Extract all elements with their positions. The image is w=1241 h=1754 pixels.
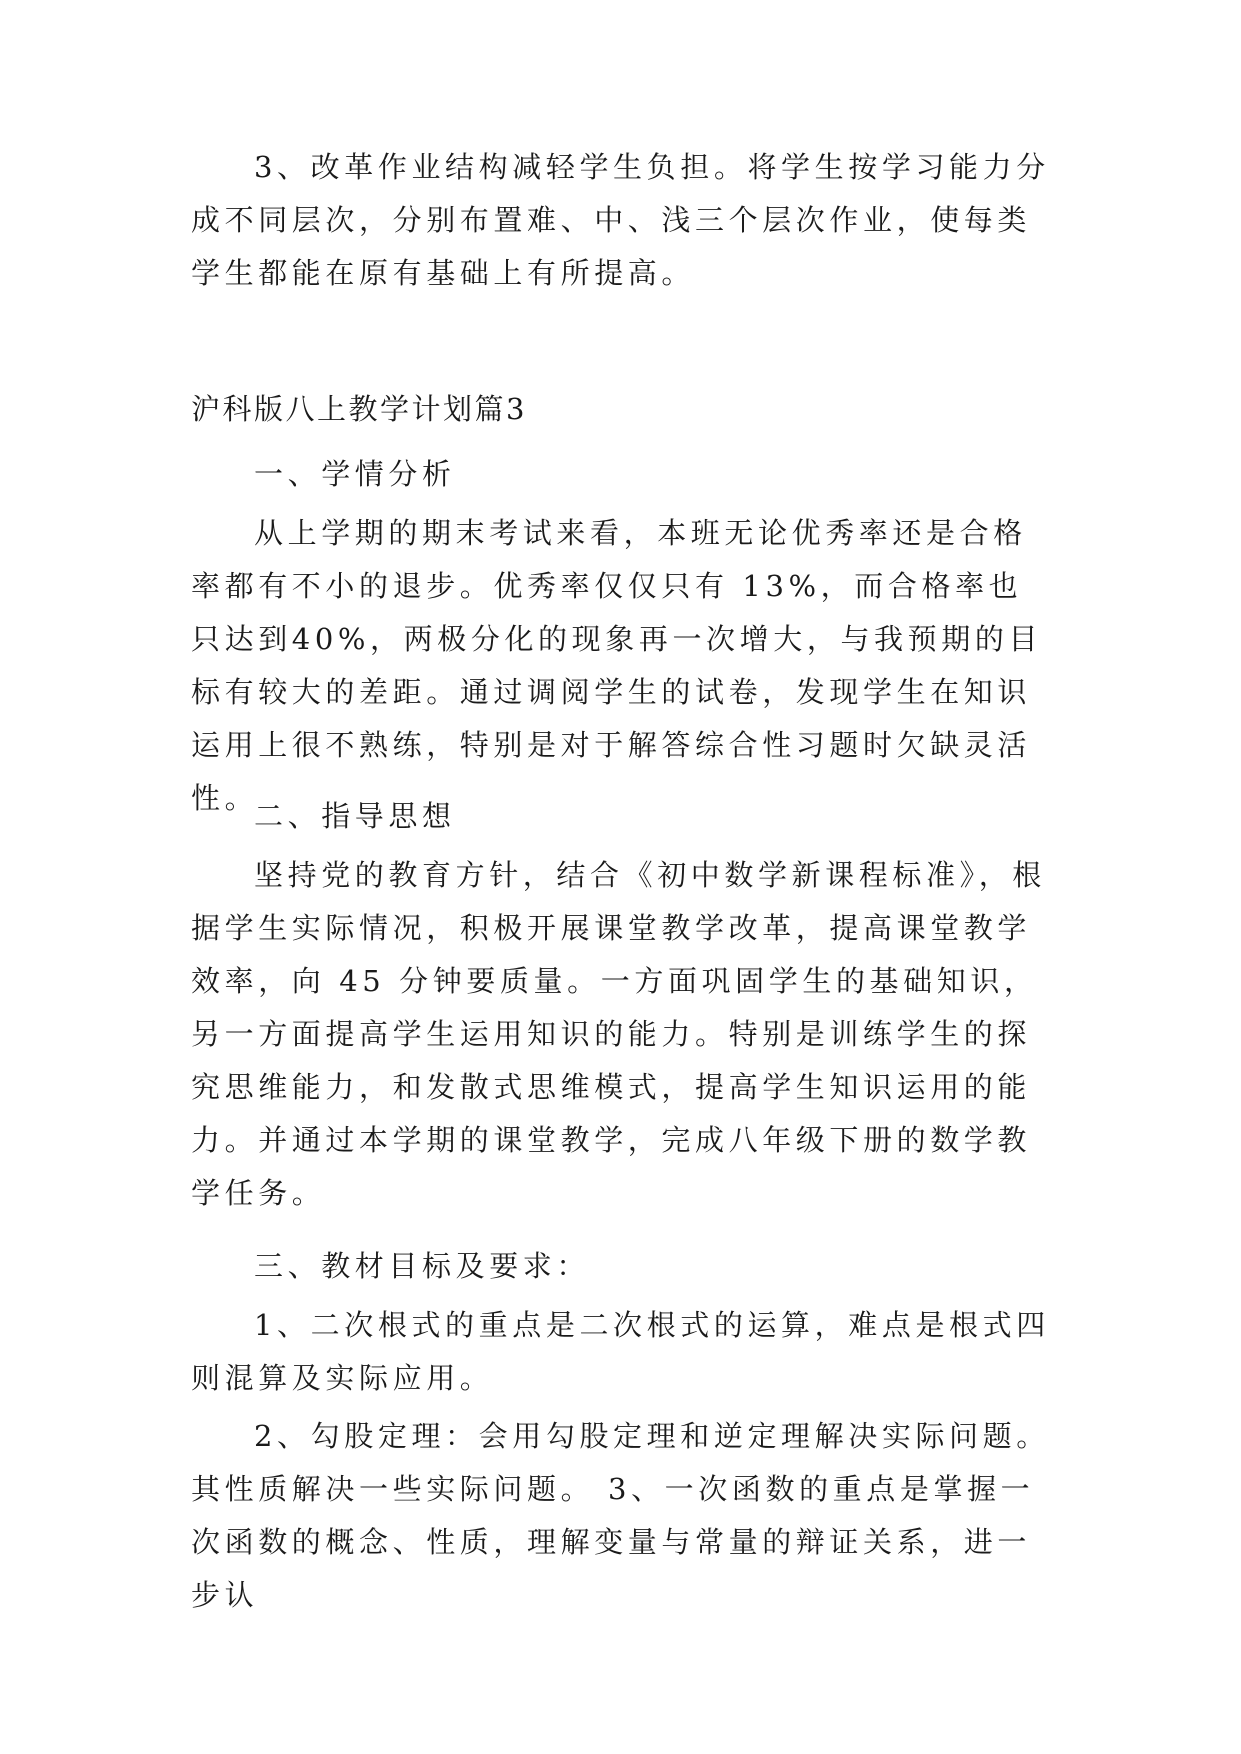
paragraph-learning-analysis: 从上学期的期末考试来看，本班无论优秀率还是合格率都有不小的退步。优秀率仅仅只有 13%，而合格率也只达到40%，两极分化的现象再一次增大，与我预期的目标有较大的差距。通过调阅学生的试卷，发现学生在知识运用上很不熟练，特别是对于解答综合性习题时欠缺灵活性。 — [191, 516, 1043, 815]
heading-textbook-goals: 三、教材目标及要求： — [254, 1249, 591, 1283]
paragraph-reform-homework: 3、改革作业结构减轻学生负担。将学生按学习能力分成不同层次，分别布置难、中、浅三个层次作业，使每类学生都能在原有基础上有所提高。 — [191, 150, 1050, 290]
list-item-pythagorean: 2、勾股定理：会用勾股定理和逆定理解决实际问题。其性质解决一些实际问题。 3、一次函数的重点是掌握一次函数的概念、性质，理解变量与常量的辩证关系，进一步认 — [191, 1419, 1050, 1612]
section-title: 沪科版八上教学计划篇3 — [191, 392, 527, 426]
paragraph-guiding-ideology: 坚持党的教育方针，结合《初中数学新课程标准》，根据学生实际情况，积极开展课堂教学改革，提高课堂教学效率，向 45 分钟要质量。一方面巩固学生的基础知识，另一方面提高学生运用知识的能力。特别是训练学生的探究思维能力，和发散式思维模式，提高学生知识运用的能力。并通过本学期的课堂教学，完成八年级下册的数学教学任务。 — [191, 858, 1046, 1210]
list-item-radicals: 1、二次根式的重点是二次根式的运算，难点是根式四则混算及实际应用。 — [191, 1308, 1050, 1395]
heading-learning-analysis: 一、学情分析 — [254, 457, 456, 491]
heading-guiding-ideology: 二、指导思想 — [254, 799, 456, 833]
